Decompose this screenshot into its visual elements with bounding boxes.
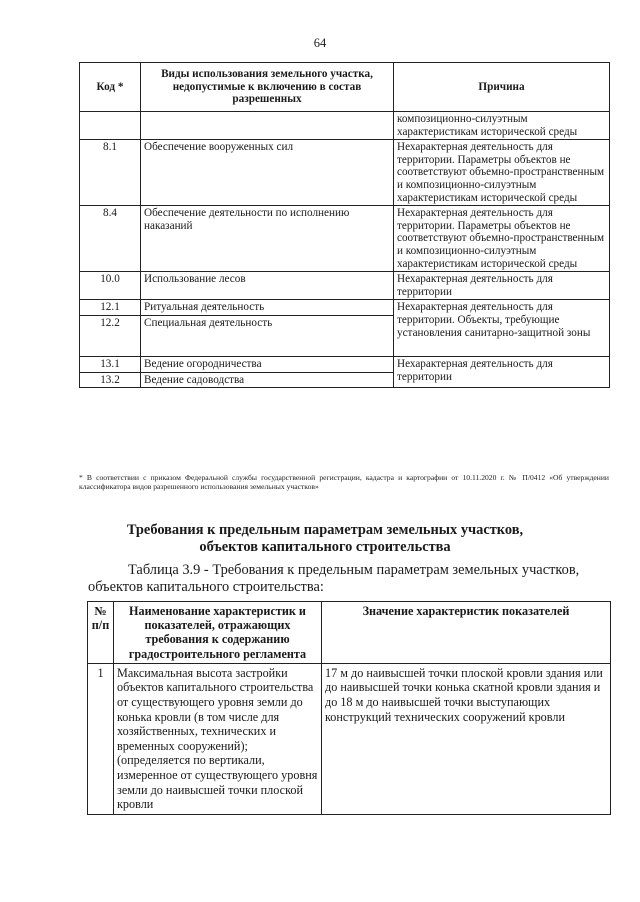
code-cell: 8.4 <box>80 206 141 272</box>
section-heading <box>60 522 590 556</box>
header-num: № п/п <box>88 602 114 664</box>
footnote: * В соответствии с приказом Федеральной службы государственной регистрации, кадастра и картографии от 10.11.2020 г. № П/0412 «Об утверждении классификатора видов разрешенного использования земельных участков» <box>79 473 609 491</box>
header-value: Значение характеристик показателей <box>322 602 611 664</box>
section-heading-line: Требования к предельным параметрам земельных участков, <box>126 522 524 538</box>
header-reason: Причина <box>394 63 610 112</box>
use-cell: Обеспечение вооруженных сил <box>141 140 394 206</box>
code-cell: 13.2 <box>80 372 141 388</box>
table-row <box>80 300 610 316</box>
code-cell: 13.1 <box>80 356 141 372</box>
table-caption: Таблица 3.9 - Требования к предельным параметрам земельных участков, <box>128 562 580 578</box>
reason-cell: Нехарактерная деятельность для территории <box>394 272 610 300</box>
code-cell: 8.1 <box>80 140 141 206</box>
name-cell: Максимальная высота застройки объектов капитального строительства от существующего уровня земли до конька кровли (в том числе для хозяйственных, технических и временных сооружений); (определяется по вертикали, измеренное от существующего уровня земли до наивысшей точки плоской кровли <box>114 663 322 814</box>
code-cell: 10.0 <box>80 272 141 300</box>
use-cell: Обеспечение деятельности по исполнению наказаний <box>141 206 394 272</box>
table-caption-continuation: объектов капитального строительства: <box>88 579 324 595</box>
section-heading-line: объектов капитального строительства <box>199 539 451 555</box>
header-use: Виды использования земельного участка, недопустимые к включению в состав разрешенных <box>141 63 394 112</box>
table-cell <box>141 112 394 140</box>
table-row <box>80 206 610 272</box>
num-cell: 1 <box>88 663 114 814</box>
reason-cell: Нехарактерная деятельность для территории. Объекты, требующие установления санитарно-защитной зоны <box>394 300 610 357</box>
reason-cell: Нехарактерная деятельность для территории. Параметры объектов не соответствуют объемно-пространственным и композиционно-силуэтным характеристикам исторической среды <box>394 140 610 206</box>
reason-cell: Нехарактерная деятельность для территории. Параметры объектов не соответствуют объемно-пространственным и композиционно-силуэтным характеристикам исторической среды <box>394 206 610 272</box>
prohibited-uses-table <box>79 62 610 388</box>
table-row <box>80 140 610 206</box>
table-header-row <box>88 602 611 664</box>
parameters-table <box>87 601 611 815</box>
value-cell: 17 м до наивысшей точки плоской кровли здания или до наивысшей точки конька скатной кровли здания и до 18 м до наивысшей точки выступающих конструкций технических сооружений кровли <box>322 663 611 814</box>
use-cell: Ведение огородничества <box>141 356 394 372</box>
use-cell: Ведение садоводства <box>141 372 394 388</box>
table-row <box>80 272 610 300</box>
table-row <box>88 663 611 814</box>
code-cell: 12.1 <box>80 300 141 316</box>
use-cell: Ритуальная деятельность <box>141 300 394 316</box>
table-row <box>80 112 610 140</box>
table-row <box>80 356 610 372</box>
table-cell <box>80 112 141 140</box>
use-cell: Специальная деятельность <box>141 315 394 356</box>
table-header-row <box>80 63 610 112</box>
use-cell: Использование лесов <box>141 272 394 300</box>
header-name: Наименование характеристик и показателей, отражающих требования к содержанию градостроительного регламента <box>114 602 322 664</box>
code-cell: 12.2 <box>80 315 141 356</box>
page-number: 64 <box>313 36 327 50</box>
reason-cell: Нехарактерная деятельность для территории <box>394 356 610 387</box>
continuation-cell: композиционно-силуэтным характеристикам исторической среды <box>394 112 610 140</box>
header-code: Код * <box>80 63 141 112</box>
